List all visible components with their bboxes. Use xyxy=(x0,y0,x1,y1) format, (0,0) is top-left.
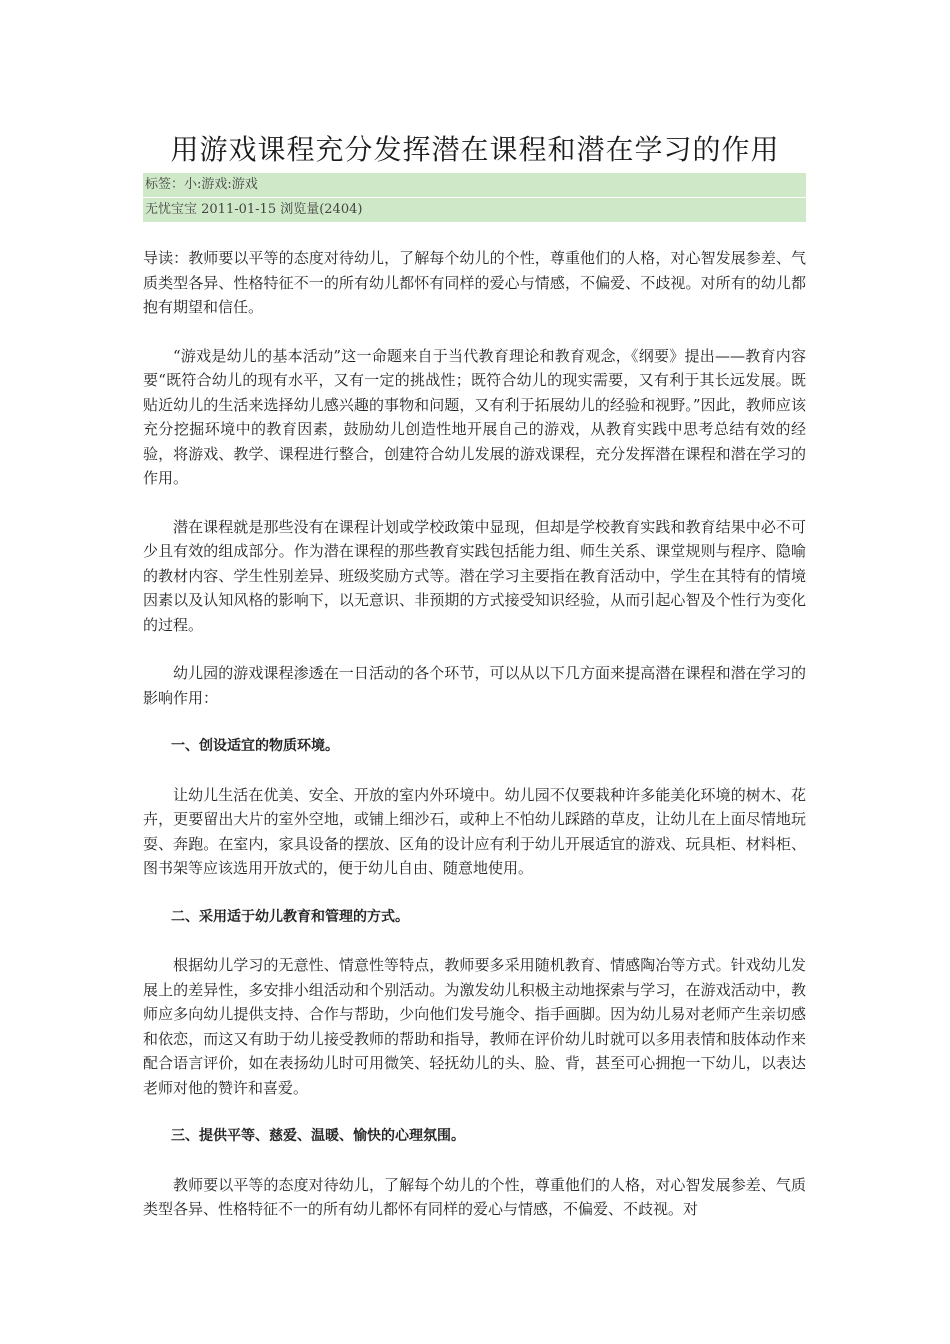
paragraph-4: 让幼儿生活在优美、安全、开放的室内外环境中。幼儿园不仅要栽种许多能美化环境的树木、花卉，更要留出大片的室外空地，或铺上细沙石，或种上不怕幼儿踩踏的草皮，让幼儿在上面尽情地玩耍、奔跑。在室内，家具设备的摆放、区角的设计应有利于幼儿开展适宜的游戏、玩具柜、材料柜、图书架等应该选用开放式的，便于幼儿自由、随意地使用。 xyxy=(143,785,806,877)
lead-paragraph: 导读：教师要以平等的态度对待幼儿，了解每个幼儿的个性，尊重他们的人格，对心智发展参差、气质类型各异、性格特征不一的所有幼儿都怀有同样的爱心与情感，不偏爱、不歧视。对所有的幼儿都抱有期望和信任。 xyxy=(143,249,806,316)
tags-row: 标签：小:游戏:游戏 xyxy=(143,173,806,197)
paragraph-5: 根据幼儿学习的无意性、情意性等特点，教师要多采用随机教育、情感陶冶等方式。针戏幼儿发展上的差异性，多安排小组活动和个别活动。为激发幼儿积极主动地探索与学习，在游戏活动中，教师应多向幼儿提供支持、合作与帮助，少向他们发号施令、指手画脚。因为幼儿易对老师产生亲切感和依恋，而这又有助于幼儿接受教师的帮助和指导，教师在评价幼儿时就可以多用表情和肢体动作来配合语言评价，如在表扬幼儿时可用微笑、轻抚幼儿的头、脸、背，甚至可心拥抱一下幼儿，以表达老师对他的赞许和喜爱。 xyxy=(143,956,806,1097)
article-body xyxy=(143,246,806,1246)
section-heading-1: 一、创设适宜的物质环境。 xyxy=(171,738,339,754)
paragraph-1: “游戏是幼儿的基本活动”这一命题来自于当代教育理论和教育观念，《纲要》提出——教育内容要“既符合幼儿的现有水平，又有一定的挑战性；既符合幼儿的现实需要，又有利于其长远发展。既贴近幼儿的生活来选择幼儿感兴趣的事物和问题，又有利于拓展幼儿的经验和视野。”因此，教师应该充分挖掘环境中的教育因素，鼓励幼儿创造性地开展自己的游戏，从教育实践中思考总结有效的经验，将游戏、教学、课程进行整合，创建符合幼儿发展的游戏课程，充分发挥潜在课程和潜在学习的作用。 xyxy=(143,346,806,487)
article-meta xyxy=(143,173,806,223)
paragraph-6: 教师要以平等的态度对待幼儿，了解每个幼儿的个性，尊重他们的人格，对心智发展参差、气质类型各异、性格特征不一的所有幼儿都怀有同样的爱心与情感，不偏爱、不歧视。对 xyxy=(143,1175,806,1218)
paragraph-3: 幼儿园的游戏课程渗透在一日活动的各个环节，可以从以下几方面来提高潜在课程和潜在学习的影响作用： xyxy=(143,664,806,707)
section-heading-2: 二、采用适于幼儿教育和管理的方式。 xyxy=(171,908,409,925)
byline-row: 无忧宝宝 2011-01-15 浏览量(2404) xyxy=(143,198,806,222)
page-title: 用游戏课程充分发挥潜在课程和潜在学习的作用 xyxy=(170,133,780,166)
paragraph-2: 潜在课程就是那些没有在课程计划或学校政策中显现，但却是学校教育实践和教育结果中必不可少且有效的组成部分。作为潜在课程的那些教育实践包括能力组、师生关系、课堂规则与程序、隐喻的教材内容、学生性别差异、班级奖励方式等。潜在学习主要指在教育活动中，学生在其特有的情境因素以及认知风格的影响下，以无意识、非预期的方式接受知识经验，从而引起心智及个性行为变化的过程。 xyxy=(143,517,806,634)
section-heading-3: 三、提供平等、慈爱、温暖、愉快的心理氛围。 xyxy=(171,1128,465,1144)
